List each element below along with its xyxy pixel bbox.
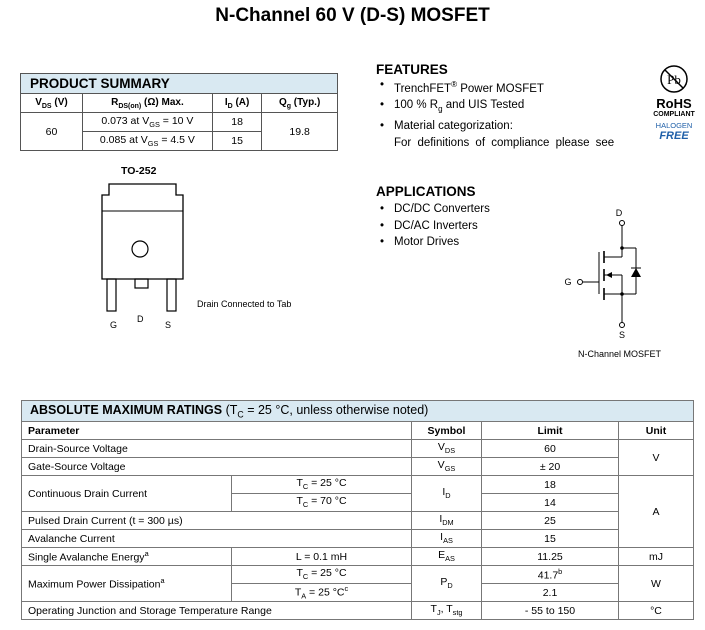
package-name: TO-252: [121, 165, 157, 177]
condition-cell: $T_A = 25$ $^\circ C^c$: [232, 584, 412, 602]
absolute-maximum-ratings-table: [21, 400, 694, 620]
rds-value: 0.085 at $V_{GS} = 4.5$ V: [82, 132, 212, 151]
limit-cell: 14: [482, 494, 619, 512]
pin-d-label: D: [137, 314, 144, 324]
condition-cell: L = 0.1 mH: [232, 548, 412, 566]
symbol-cell: $V_{GS}$: [412, 458, 482, 476]
condition-cell: $T_C = 70$ °C: [232, 494, 412, 512]
product-summary-heading: PRODUCT SUMMARY: [21, 74, 338, 94]
svg-text:Pb: Pb: [667, 72, 681, 87]
limit-cell: - 55 to 150: [482, 602, 619, 620]
col-id: $I_D$ (A): [212, 94, 261, 113]
schematic-pin-g: G: [564, 277, 572, 287]
id-value: 15: [212, 132, 261, 151]
param-cell: Avalanche Current: [22, 530, 412, 548]
pin-g-label: G: [110, 320, 118, 330]
schematic-caption: N-Channel MOSFET: [578, 349, 662, 359]
col-parameter: Parameter: [22, 422, 412, 440]
qg-value: 19.8: [262, 113, 338, 151]
feature-item: • TrenchFET® Power MOSFET: [376, 77, 641, 97]
application-item: • DC/DC Converters: [376, 201, 616, 218]
limit-cell: 60: [482, 440, 619, 458]
mosfet-schematic: [556, 204, 666, 344]
limit-cell: 18: [482, 476, 619, 494]
col-symbol: Symbol: [412, 422, 482, 440]
unit-cell: mJ: [619, 548, 694, 566]
limit-cell: 25: [482, 512, 619, 530]
features-heading: FEATURES: [376, 62, 448, 77]
symbol-cell: $T_J$, $T_{stg}$: [412, 602, 482, 620]
col-vds: $V_{DS}$ (V): [21, 94, 83, 113]
symbol-cell: $V_{DS}$: [412, 440, 482, 458]
param-cell: Pulsed Drain Current (t = 300 µs): [22, 512, 412, 530]
feature-item: • Material categorization: For definitions of compliance please see: [376, 118, 641, 151]
feature-item: • 100 % $R_g$ and UIS Tested: [376, 97, 641, 118]
param-cell: Gate-Source Voltage: [22, 458, 412, 476]
unit-cell: °C: [619, 602, 694, 620]
id-value: 18: [212, 113, 261, 132]
condition-cell: $T_C = 25$ °C: [232, 566, 412, 584]
pin-s-label: S: [165, 320, 172, 330]
rohs-logo: [645, 64, 703, 142]
unit-cell: W: [619, 566, 694, 602]
symbol-cell: $I_{AS}$: [412, 530, 482, 548]
rohs-text: RoHS: [656, 96, 692, 111]
features-section: [376, 62, 641, 151]
limit-cell: 11.25: [482, 548, 619, 566]
param-cell: Drain-Source Voltage: [22, 440, 412, 458]
param-cell: Continuous Drain Current: [22, 476, 232, 512]
compliant-text: COMPLIANT: [653, 111, 695, 118]
schematic-pin-s: S: [618, 330, 626, 340]
unit-cell: V: [619, 440, 694, 476]
schematic-pin-d: D: [615, 208, 623, 218]
page-title: N-Channel 60 V (D-S) MOSFET: [215, 5, 490, 26]
rds-value: 0.073 at $V_{GS} = 10$ V: [82, 113, 212, 132]
limit-cell: 41.7$^b$: [482, 566, 619, 584]
col-unit: Unit: [619, 422, 694, 440]
limit-cell: 2.1: [482, 584, 619, 602]
halogen-text: HALOGEN: [655, 121, 693, 130]
col-qg: $Q_g$ (Typ.): [262, 94, 338, 113]
symbol-cell: $E_{AS}$: [412, 548, 482, 566]
unit-cell: A: [619, 476, 694, 548]
param-cell: Operating Junction and Storage Temperature Range: [22, 602, 412, 620]
param-cell: Single Avalanche Energy$^a$: [22, 548, 232, 566]
drain-note: Drain Connected to Tab: [197, 299, 292, 309]
to252-package-drawing: [95, 183, 190, 313]
application-item: • DC/AC Inverters: [376, 218, 616, 235]
param-cell: Maximum Power Dissipation$^a$: [22, 566, 232, 602]
symbol-cell: $I_D$: [412, 476, 482, 512]
col-rds: $R_{DS(on)}$ (Ω) Max.: [82, 94, 212, 113]
condition-cell: $T_C = 25$ °C: [232, 476, 412, 494]
limit-cell: ± 20: [482, 458, 619, 476]
free-text: FREE: [659, 130, 689, 142]
application-item: • Motor Drives: [376, 234, 616, 251]
product-summary-table: [20, 73, 338, 151]
symbol-cell: $I_{DM}$: [412, 512, 482, 530]
col-limit: Limit: [482, 422, 619, 440]
applications-heading: APPLICATIONS: [376, 184, 476, 199]
limit-cell: 15: [482, 530, 619, 548]
ratings-heading: ABSOLUTE MAXIMUM RATINGS ($T_C = 25$ °C, unless otherwise noted): [22, 401, 694, 422]
symbol-cell: $P_D$: [412, 566, 482, 602]
pb-free-icon: [659, 64, 689, 94]
vds-value: 60: [21, 113, 83, 151]
